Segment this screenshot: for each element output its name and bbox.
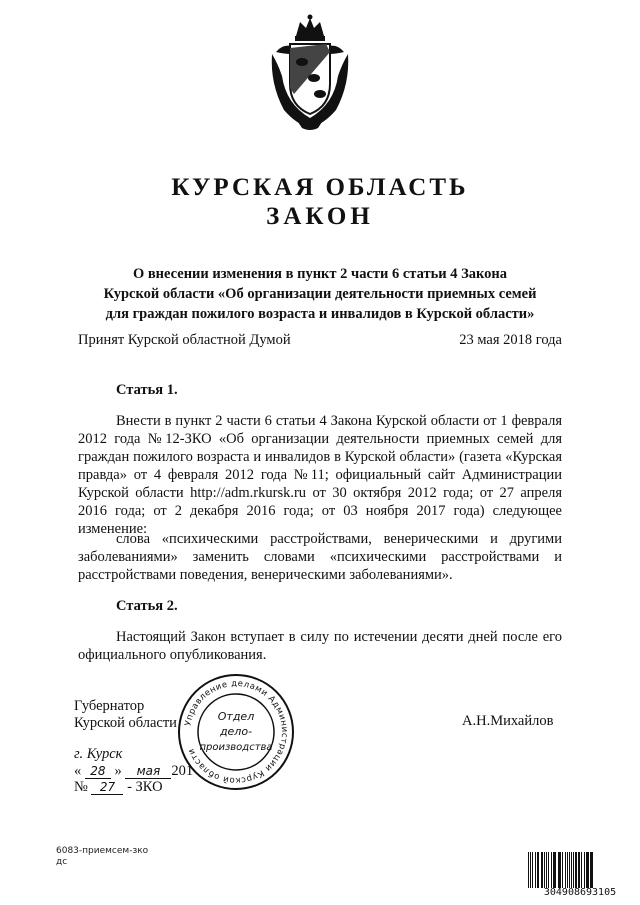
signatory-title	[74, 698, 177, 732]
signatory-title-line: Губернатор	[74, 698, 145, 714]
subject-line: для граждан пожилого возраста и инвалидов в Курской области»	[105, 306, 535, 322]
barcode-bar	[590, 852, 593, 888]
barcode-bar	[575, 852, 577, 888]
article-2-paragraph: Настоящий Закон вступает в силу по истечении десяти дней после его официального опубликования.	[78, 629, 562, 663]
number-sign: №	[74, 779, 88, 795]
barcode-bar	[558, 852, 561, 888]
document-type-title: ЗАКОН	[266, 203, 374, 230]
office-stamp	[176, 672, 296, 792]
document-code-line: 6083-приемсем-зко	[56, 846, 149, 856]
barcode-bar	[541, 852, 543, 888]
issue-day: 28	[85, 764, 111, 779]
stamp-center-line: дело-	[219, 725, 253, 738]
barcode-bar	[528, 852, 529, 888]
barcode-number: 304908693105	[543, 887, 617, 898]
number-suffix: - ЗКО	[127, 779, 163, 795]
barcode-bar	[562, 852, 563, 888]
region-title: КУРСКАЯ ОБЛАСТЬ	[171, 174, 469, 201]
barcode-bar	[530, 852, 531, 888]
barcode-bar	[569, 852, 570, 888]
quote-close: »	[114, 763, 122, 779]
subject-line: О внесении изменения в пункт 2 части 6 статьи 4 Закона	[132, 266, 508, 282]
adoption-date: 23 мая 2018 года	[459, 332, 562, 348]
barcode-bar	[586, 852, 589, 888]
barcode-bar	[537, 852, 539, 888]
barcode-bar	[551, 852, 552, 888]
barcode-bar	[548, 852, 549, 888]
barcode-bar	[567, 852, 568, 888]
barcode-bar	[581, 852, 582, 888]
law-subject	[70, 264, 570, 324]
subject-line: Курской области «Об организации деятельности приемных семей	[103, 286, 537, 302]
signatory-name: А.Н.Михайлов	[462, 713, 554, 729]
barcode-bar	[584, 852, 585, 888]
barcode-bar	[546, 852, 547, 888]
barcode-bar	[535, 852, 536, 888]
stamp-ring-text: Управление делами Администрации Курской области	[183, 678, 290, 786]
barcode-bar	[573, 852, 574, 888]
barcode-bar	[565, 852, 566, 888]
barcode-bar	[553, 852, 556, 888]
article-1-heading: Статья 1.	[116, 382, 178, 398]
stamp-center-line: Отдел	[217, 710, 255, 723]
document-code	[56, 846, 148, 868]
issue-year-prefix: 201	[171, 763, 194, 779]
quote-open: «	[74, 763, 82, 779]
barcode-bar	[571, 852, 572, 888]
issue-month: мая	[125, 764, 171, 779]
signatory-title-line: Курской области	[74, 715, 177, 731]
coat-of-arms-icon	[262, 14, 358, 132]
issue-place: г. Курск	[74, 746, 123, 762]
barcode	[526, 852, 634, 888]
barcode-bar	[544, 852, 545, 888]
article-1-paragraph: слова «психическими расстройствами, венерическими и другими заболеваниями» заменить словами «психическими расстройствами и расстройствами поведения, венерическими заболеваниями».	[78, 531, 562, 583]
issue-number-value: 27	[91, 780, 123, 795]
barcode-bar	[532, 852, 533, 888]
document-code-line: дс	[56, 857, 68, 867]
article-2-heading: Статья 2.	[116, 598, 178, 614]
issue-number	[74, 779, 163, 796]
stamp-center-line: производства	[199, 742, 273, 753]
adopted-by: Принят Курской областной Думой	[78, 332, 291, 348]
article-1-paragraph: Внести в пункт 2 части 6 статьи 4 Закона Курской области от 1 февраля 2012 года №12-ЗКО «Об организации деятельности приемных семей для граждан пожилого возраста и инвалидов в Курской области» (газета «Курская правда» от 4 февраля 2012 года №11; официальный сайт Администрации Курской области http://adm.rkursk.ru от 30 октября 2012 года; от 27 апреля 2016 года; от 2 декабря 2016 года; от 03 ноября 2017 года) следующее изменение:	[78, 413, 562, 537]
barcode-bar	[578, 852, 580, 888]
adoption-row	[78, 332, 562, 349]
